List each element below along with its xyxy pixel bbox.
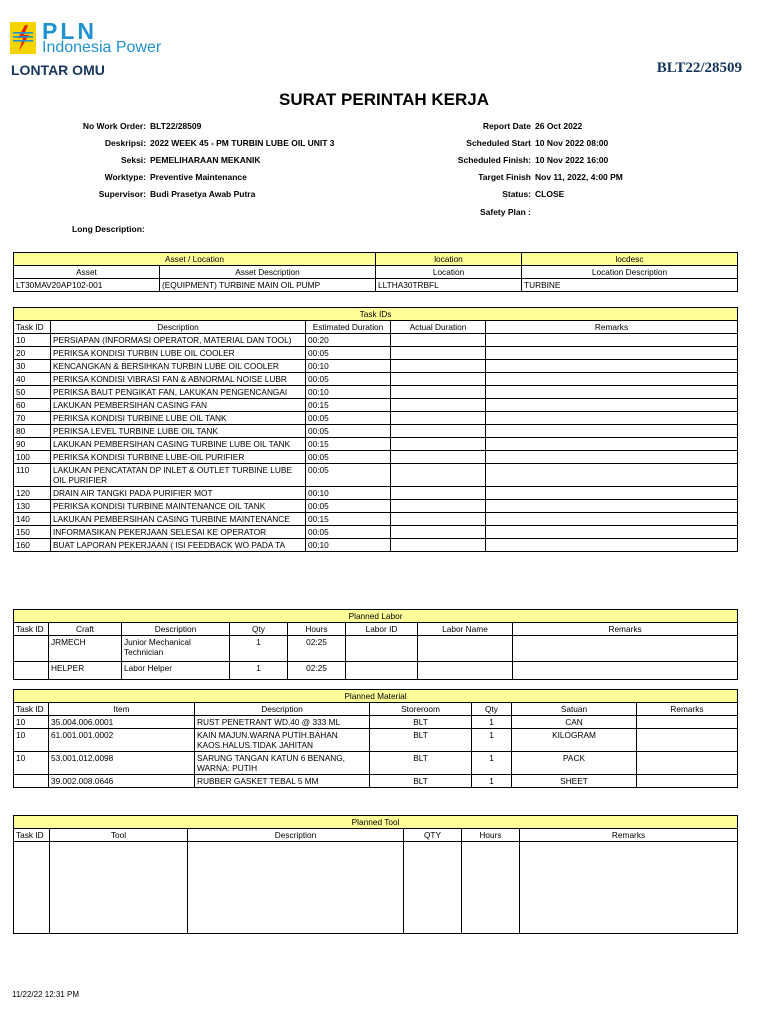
table-cell: 00:20 bbox=[306, 334, 391, 347]
table-cell bbox=[486, 334, 738, 347]
column-header: Storeroom bbox=[370, 703, 472, 716]
table-cell: 00:05 bbox=[306, 500, 391, 513]
table-cell: 00:15 bbox=[306, 438, 391, 451]
table-cell: PERIKSA KONDISI TURBIN LUBE OIL COOLER bbox=[51, 347, 306, 360]
table-row bbox=[14, 279, 738, 292]
table-cell: 10 bbox=[14, 716, 49, 729]
table-row bbox=[14, 253, 738, 266]
task-ids-table bbox=[13, 307, 738, 552]
column-header: Estimated Duration bbox=[306, 321, 391, 334]
table-row bbox=[14, 451, 738, 464]
header-row-report-date: Report Date 26 Oct 2022 bbox=[482, 121, 583, 131]
table-cell: 30 bbox=[14, 360, 51, 373]
table-cell bbox=[486, 425, 738, 438]
table-row bbox=[14, 360, 738, 373]
table-cell: 00:05 bbox=[306, 526, 391, 539]
unit-name: LONTAR OMU bbox=[11, 62, 105, 78]
column-header: Task ID bbox=[14, 623, 49, 636]
column-header: Asset bbox=[14, 266, 160, 279]
column-header: Location Description bbox=[522, 266, 738, 279]
header-row-scheduled-finish: Scheduled Finish: 10 Nov 2022 16:00 bbox=[457, 155, 609, 165]
table-cell bbox=[391, 412, 486, 425]
table-cell: LLTHA30TRBFL bbox=[376, 279, 522, 292]
column-header: Labor Name bbox=[418, 623, 513, 636]
table-cell bbox=[486, 451, 738, 464]
table-cell: SHEET bbox=[512, 775, 637, 788]
table-cell bbox=[391, 438, 486, 451]
column-header: Hours bbox=[288, 623, 346, 636]
table-cell: 1 bbox=[472, 716, 512, 729]
column-header: Description bbox=[51, 321, 306, 334]
pln-logo-icon bbox=[10, 22, 36, 54]
table-cell: BLT bbox=[370, 752, 472, 775]
table-cell: 1 bbox=[472, 729, 512, 752]
table-cell bbox=[14, 775, 49, 788]
table-cell bbox=[391, 526, 486, 539]
column-header: Remarks bbox=[486, 321, 738, 334]
table-cell: 10 bbox=[14, 752, 49, 775]
table-cell: PERIKSA KONDISI TURBINE MAINTENANCE OIL TANK bbox=[51, 500, 306, 513]
table-cell: PERIKSA KONDISI TURBINE LUBE-OIL PURIFIER bbox=[51, 451, 306, 464]
table-row bbox=[14, 399, 738, 412]
column-header: Description bbox=[195, 703, 370, 716]
table-cell: 00:15 bbox=[306, 513, 391, 526]
table-cell: LAKUKAN PEMBERSIHAN CASING FAN bbox=[51, 399, 306, 412]
table-cell: 160 bbox=[14, 539, 51, 552]
table-cell bbox=[391, 451, 486, 464]
table-header-row bbox=[14, 623, 738, 636]
table-cell: KILOGRAM bbox=[512, 729, 637, 752]
table-cell: 00:15 bbox=[306, 399, 391, 412]
table-cell: KAIN MAJUN.WARNA PUTIH.BAHAN KAOS.HALUS.TIDAK JAHITAN bbox=[195, 729, 370, 752]
column-header: Labor ID bbox=[346, 623, 418, 636]
column-header: Satuan bbox=[512, 703, 637, 716]
table-cell bbox=[520, 842, 738, 934]
table-cell bbox=[637, 729, 738, 752]
table-cell: 140 bbox=[14, 513, 51, 526]
column-header: Location bbox=[376, 266, 522, 279]
table-cell: 1 bbox=[472, 775, 512, 788]
table-cell: 00:05 bbox=[306, 373, 391, 386]
table-cell: 50 bbox=[14, 386, 51, 399]
table-cell bbox=[14, 636, 49, 662]
table-cell: 130 bbox=[14, 500, 51, 513]
table-cell bbox=[513, 636, 738, 662]
section-title-locdesc: locdesc bbox=[522, 253, 738, 266]
table-cell bbox=[486, 386, 738, 399]
table-cell bbox=[486, 539, 738, 552]
table-row bbox=[14, 347, 738, 360]
header-row-safety-plan: Safety Plan : bbox=[479, 207, 531, 217]
table-cell: Junior Mechanical Technician bbox=[122, 636, 230, 662]
table-cell: 02:25 bbox=[288, 636, 346, 662]
table-cell: LAKUKAN PEMBERSIHAN CASING TURBINE MAINTENANCE bbox=[51, 513, 306, 526]
column-header: Asset Description bbox=[160, 266, 376, 279]
work-order-header bbox=[0, 118, 768, 228]
table-cell bbox=[404, 842, 462, 934]
table-row bbox=[14, 500, 738, 513]
table-row bbox=[14, 752, 738, 775]
table-cell: 100 bbox=[14, 451, 51, 464]
table-cell bbox=[486, 464, 738, 487]
table-cell: 70 bbox=[14, 412, 51, 425]
column-header: Tool bbox=[50, 829, 188, 842]
header-row-supervisor: Supervisor: Budi Prasetya Awab Putra bbox=[98, 189, 256, 199]
asset-location-table bbox=[13, 252, 738, 292]
page-title: SURAT PERINTAH KERJA bbox=[279, 90, 489, 109]
table-cell: 00:05 bbox=[306, 425, 391, 438]
section-title-material: Planned Material bbox=[14, 690, 738, 703]
header-row-worktype: Worktype: Preventive Maintenance bbox=[104, 172, 247, 182]
table-row bbox=[14, 513, 738, 526]
table-cell bbox=[391, 539, 486, 552]
table-row bbox=[14, 775, 738, 788]
column-header: Task ID bbox=[14, 321, 51, 334]
table-cell: INFORMASIKAN PEKERJAAN SELESAI KE OPERATOR bbox=[51, 526, 306, 539]
table-cell: 40 bbox=[14, 373, 51, 386]
table-cell bbox=[486, 347, 738, 360]
table-cell: KENCANGKAN & BERSIHKAN TURBIN LUBE OIL COOLER bbox=[51, 360, 306, 373]
table-cell bbox=[391, 347, 486, 360]
table-cell: 00:10 bbox=[306, 487, 391, 500]
section-title-asset-location: Asset / Location bbox=[14, 253, 376, 266]
table-cell: 1 bbox=[230, 662, 288, 680]
table-cell: 00:05 bbox=[306, 347, 391, 360]
table-cell bbox=[188, 842, 404, 934]
table-cell bbox=[486, 412, 738, 425]
column-header: Remarks bbox=[520, 829, 738, 842]
table-cell: LT30MAV20AP102-001 bbox=[14, 279, 160, 292]
table-cell: 150 bbox=[14, 526, 51, 539]
table-cell bbox=[50, 842, 188, 934]
header-row-section: Seksi: PEMELIHARAAN MEKANIK bbox=[120, 155, 261, 165]
table-cell bbox=[486, 500, 738, 513]
table-cell: DRAIN AIR TANGKI PADA PURIFIER MOT bbox=[51, 487, 306, 500]
table-cell: 80 bbox=[14, 425, 51, 438]
table-cell: 39.002.008.0646 bbox=[49, 775, 195, 788]
table-cell: 00:10 bbox=[306, 386, 391, 399]
table-row bbox=[14, 308, 738, 321]
table-row bbox=[14, 438, 738, 451]
table-row bbox=[14, 662, 738, 680]
table-cell: 00:05 bbox=[306, 451, 391, 464]
table-cell: 10 bbox=[14, 729, 49, 752]
table-cell: LAKUKAN PEMBERSIHAN CASING TURBINE LUBE OIL TANK bbox=[51, 438, 306, 451]
table-cell: PERIKSA KONDISI TURBINE LUBE OIL TANK bbox=[51, 412, 306, 425]
table-cell: 00:05 bbox=[306, 464, 391, 487]
table-cell: PERIKSA BAUT PENGIKAT FAN, LAKUKAN PENGENCANGAI bbox=[51, 386, 306, 399]
document-number: BLT22/28509 bbox=[656, 60, 742, 76]
table-cell: BLT bbox=[370, 716, 472, 729]
column-header: Hours bbox=[462, 829, 520, 842]
planned-tool-table bbox=[13, 815, 738, 934]
pln-logo bbox=[10, 18, 185, 60]
table-cell bbox=[637, 752, 738, 775]
table-cell bbox=[14, 662, 49, 680]
table-row bbox=[14, 386, 738, 399]
table-cell: RUST PENETRANT WD.40 @ 333 ML bbox=[195, 716, 370, 729]
table-row bbox=[14, 690, 738, 703]
table-cell: 90 bbox=[14, 438, 51, 451]
column-header: Remarks bbox=[513, 623, 738, 636]
header-row-work-order: No Work Order: BLT22/28509 bbox=[82, 121, 202, 131]
table-row bbox=[14, 636, 738, 662]
table-cell: Labor Helper bbox=[122, 662, 230, 680]
table-cell: 02:25 bbox=[288, 662, 346, 680]
table-cell: LAKUKAN PENCATATAN DP INLET & OUTLET TURBINE LUBE OIL PURIFIER bbox=[51, 464, 306, 487]
column-header: Craft bbox=[49, 623, 122, 636]
table-cell bbox=[391, 487, 486, 500]
column-header: Task ID bbox=[14, 829, 50, 842]
table-cell: 61.001.001.0002 bbox=[49, 729, 195, 752]
table-cell: 60 bbox=[14, 399, 51, 412]
table-cell: PACK bbox=[512, 752, 637, 775]
table-cell bbox=[391, 464, 486, 487]
planned-labor-table bbox=[13, 609, 738, 680]
column-header: QTY bbox=[404, 829, 462, 842]
table-row bbox=[14, 425, 738, 438]
table-cell bbox=[418, 662, 513, 680]
table-row bbox=[14, 464, 738, 487]
table-cell bbox=[486, 399, 738, 412]
planned-material-table bbox=[13, 689, 738, 788]
table-cell bbox=[391, 513, 486, 526]
table-cell bbox=[391, 386, 486, 399]
table-cell: BUAT LAPORAN PEKERJAAN ( ISI FEEDBACK WO PADA TA bbox=[51, 539, 306, 552]
table-cell bbox=[637, 716, 738, 729]
table-cell: 20 bbox=[14, 347, 51, 360]
table-cell bbox=[418, 636, 513, 662]
column-header: Qty bbox=[472, 703, 512, 716]
section-title-tasks: Task IDs bbox=[14, 308, 738, 321]
table-cell: (EQUIPMENT) TURBINE MAIN OIL PUMP bbox=[160, 279, 376, 292]
table-header-row bbox=[14, 703, 738, 716]
table-cell bbox=[486, 487, 738, 500]
print-timestamp: 11/22/22 12:31 PM bbox=[12, 990, 80, 999]
header-row-scheduled-start: Scheduled Start 10 Nov 2022 08:00 bbox=[466, 138, 609, 148]
table-row bbox=[14, 487, 738, 500]
table-cell: 10 bbox=[14, 334, 51, 347]
table-row bbox=[14, 729, 738, 752]
header-row-description: Deskripsi: 2022 WEEK 45 - PM TURBIN LUBE OIL UNIT 3 bbox=[104, 138, 335, 148]
table-cell bbox=[486, 373, 738, 386]
table-cell: 120 bbox=[14, 487, 51, 500]
table-header-row bbox=[14, 321, 738, 334]
table-cell bbox=[391, 425, 486, 438]
table-cell bbox=[391, 373, 486, 386]
table-row bbox=[14, 610, 738, 623]
header-row-target-finish: Target Finish Nov 11, 2022, 4:00 PM bbox=[478, 172, 623, 182]
table-cell bbox=[486, 438, 738, 451]
table-row bbox=[14, 842, 738, 934]
table-header-row bbox=[14, 266, 738, 279]
table-cell bbox=[391, 399, 486, 412]
column-header: Description bbox=[188, 829, 404, 842]
column-header: Remarks bbox=[637, 703, 738, 716]
table-cell bbox=[462, 842, 520, 934]
table-cell: HELPER bbox=[49, 662, 122, 680]
table-cell: 00:10 bbox=[306, 360, 391, 373]
column-header: Task ID bbox=[14, 703, 49, 716]
table-row bbox=[14, 373, 738, 386]
table-cell bbox=[637, 775, 738, 788]
table-cell bbox=[513, 662, 738, 680]
table-cell bbox=[346, 662, 418, 680]
table-cell: 110 bbox=[14, 464, 51, 487]
section-title-labor: Planned Labor bbox=[14, 610, 738, 623]
table-row bbox=[14, 716, 738, 729]
table-cell: 35.004.006.0001 bbox=[49, 716, 195, 729]
table-cell bbox=[391, 500, 486, 513]
section-title-tool: Planned Tool bbox=[14, 816, 738, 829]
table-cell: 1 bbox=[472, 752, 512, 775]
table-cell: TURBINE bbox=[522, 279, 738, 292]
column-header: Description bbox=[122, 623, 230, 636]
table-cell bbox=[391, 334, 486, 347]
table-row bbox=[14, 816, 738, 829]
table-cell: 00:05 bbox=[306, 412, 391, 425]
table-cell bbox=[391, 360, 486, 373]
table-cell bbox=[14, 842, 50, 934]
table-row bbox=[14, 412, 738, 425]
column-header: Item bbox=[49, 703, 195, 716]
table-cell: RUBBER GASKET TEBAL 5 MM bbox=[195, 775, 370, 788]
brand-subtitle: Indonesia Power bbox=[42, 39, 162, 56]
brand-name: PLN bbox=[42, 18, 97, 44]
table-cell: BLT bbox=[370, 729, 472, 752]
table-cell: PERIKSA KONDISI VIBRASI FAN & ABNORMAL NOISE LUBR bbox=[51, 373, 306, 386]
table-cell: JRMECH bbox=[49, 636, 122, 662]
long-description-label: Long Description: bbox=[72, 224, 145, 234]
table-row bbox=[14, 539, 738, 552]
table-cell bbox=[486, 526, 738, 539]
table-cell bbox=[486, 360, 738, 373]
table-cell: PERIKSA LEVEL TURBINE LUBE OIL TANK bbox=[51, 425, 306, 438]
table-cell bbox=[346, 636, 418, 662]
header-row-status: Status: CLOSE bbox=[502, 189, 565, 199]
table-cell: 00:10 bbox=[306, 539, 391, 552]
column-header: Qty bbox=[230, 623, 288, 636]
table-cell: CAN bbox=[512, 716, 637, 729]
table-cell: 53.001.012.0098 bbox=[49, 752, 195, 775]
table-row bbox=[14, 526, 738, 539]
table-cell: 1 bbox=[230, 636, 288, 662]
table-row bbox=[14, 334, 738, 347]
column-header: Actual Duration bbox=[391, 321, 486, 334]
table-cell: PERSIAPAN (INFORMASI OPERATOR, MATERIAL DAN TOOL) bbox=[51, 334, 306, 347]
table-cell: BLT bbox=[370, 775, 472, 788]
table-cell bbox=[486, 513, 738, 526]
section-title-location: location bbox=[376, 253, 522, 266]
table-header-row bbox=[14, 829, 738, 842]
table-cell: SARUNG TANGAN KATUN 6 BENANG, WARNA: PUTIH bbox=[195, 752, 370, 775]
